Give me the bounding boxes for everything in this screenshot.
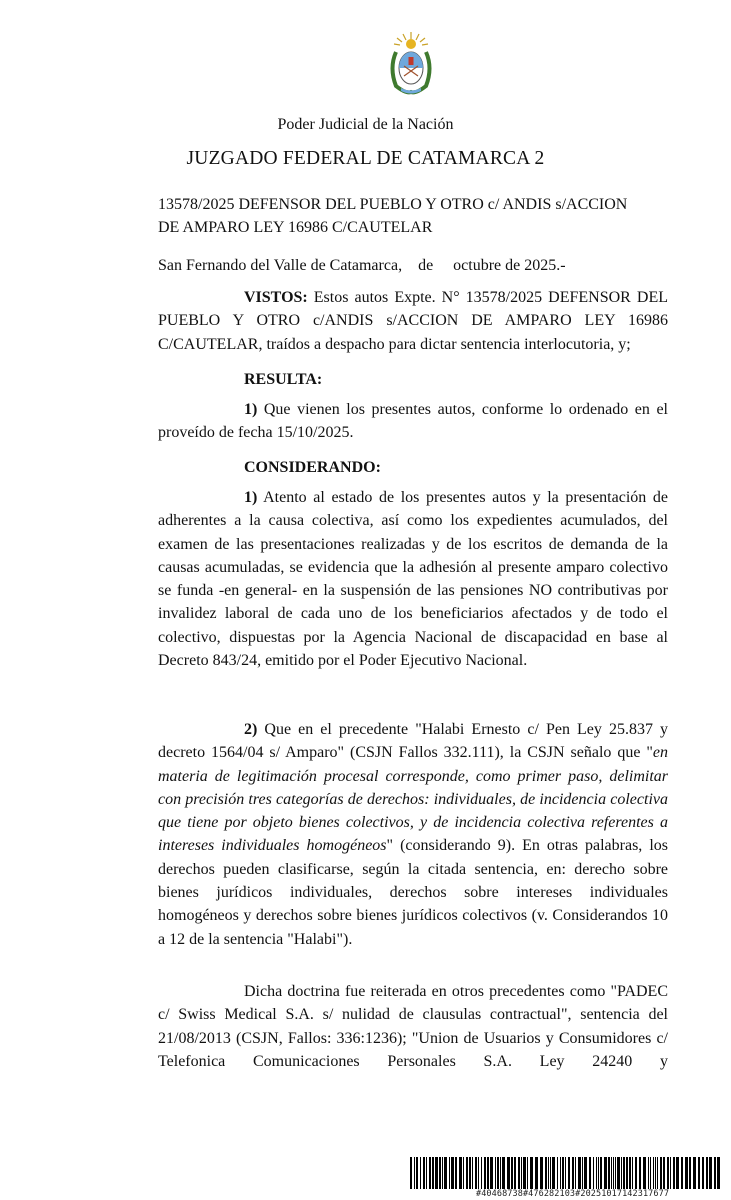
coat-of-arms-icon — [386, 30, 436, 96]
place-date: San Fernando del Valle de Catamarca, de octubre de 2025.- — [158, 257, 566, 274]
vistos-text: Estos autos Expte. N° 13578/2025 DEFENSOR DEL PUEBLO Y OTRO c/ANDIS s/ACCION DE AMPARO LEY 16986 C/CAUTELAR, traídos a despacho para dictar sentencia interlocutoria, y; — [158, 289, 668, 353]
considerando-paragraph-3: Dicha doctrina fue reiterada en otros precedentes como "PADEC c/ Swiss Medical S.A. s/ nulidad de clausulas contractual", sentencia del 21/08/2013 (CSJN, Fallos: 336:1236); "Union de Usuarios y Consumidores c/ Telefonica Comunicaciones Personales S.A. Ley 24240 y — [158, 983, 668, 1070]
considerando-paragraph-2 — [158, 718, 668, 951]
resulta-item-number: 1) — [244, 401, 258, 418]
institution-title: Poder Judicial de la Nación — [277, 116, 454, 133]
court-title: JUZGADO FEDERAL DE CATAMARCA 2 — [186, 148, 545, 169]
vistos-label: VISTOS: — [244, 289, 308, 306]
case-caption-line1: 13578/2025 DEFENSOR DEL PUEBLO Y OTRO c/ ANDIS s/ACCION — [158, 196, 628, 213]
considerando-1-text: Atento al estado de los presentes autos y la presentación de adherentes a la causa colectiva, así como los expedientes acumulados, del examen de las presentaciones realizadas y de los escritos de demanda de la causas acumuladas, se evidencia que la adhesión al presente amparo colectivo se funda -en general- en la suspensión de las pensiones NO contributivas por invalidez laboral de cada uno de los beneficiarios afectados y de todo el colectivo, dispuestas por la Agencia Nacional de discapacidad en base al Decreto 843/24, emitido por el Poder Ejecutivo Nacional. — [158, 489, 669, 670]
considerando-2-number: 2) — [244, 721, 258, 738]
considerando-heading: CONSIDERANDO: — [244, 459, 381, 476]
considerando-paragraph-1 — [158, 486, 668, 672]
vistos-paragraph — [158, 286, 668, 356]
resulta-item-text: Que vienen los presentes autos, conforme lo ordenado en el proveído de fecha 15/10/2025. — [158, 401, 668, 442]
barcode-text: #40468738#476282103#20251017142317677 — [476, 1189, 670, 1199]
barcode-icon — [410, 1157, 720, 1189]
document-barcode — [410, 1157, 720, 1200]
case-caption-line2: DE AMPARO LEY 16986 C/CAUTELAR — [158, 219, 433, 237]
considerando-1-number: 1) — [244, 489, 258, 506]
considerando-2-text-b: " (considerando 9). En otras palabras, los derechos pueden clasificarse, según la citada sentencia, en: derecho sobre bienes jurídicos individuales, derechos sobre intereses individuales homogéneos y derechos sobre bienes jurídicos colectivos (v. Considerandos 10 a 12 de la sentencia "Halabi"). — [158, 837, 669, 948]
resulta-heading: RESULTA: — [244, 371, 323, 388]
case-caption — [158, 193, 678, 240]
resulta-item — [158, 398, 668, 445]
considerando-2-quote: en materia de legitimación procesal corresponde, como primer paso, delimitar con precisión tres categorías de derechos: individuales, de incidencia colectiva que tiene por objeto bienes colectivos, y de incidencia colectiva referentes a intereses individuales homogéneos — [158, 744, 668, 855]
considerando-2-text-a: Que en el precedente "Halabi Ernesto c/ Pen Ley 25.837 y decreto 1564/04 s/ Amparo" (CSJN Fallos 332.111), la CSJN señalo que " — [158, 721, 669, 762]
